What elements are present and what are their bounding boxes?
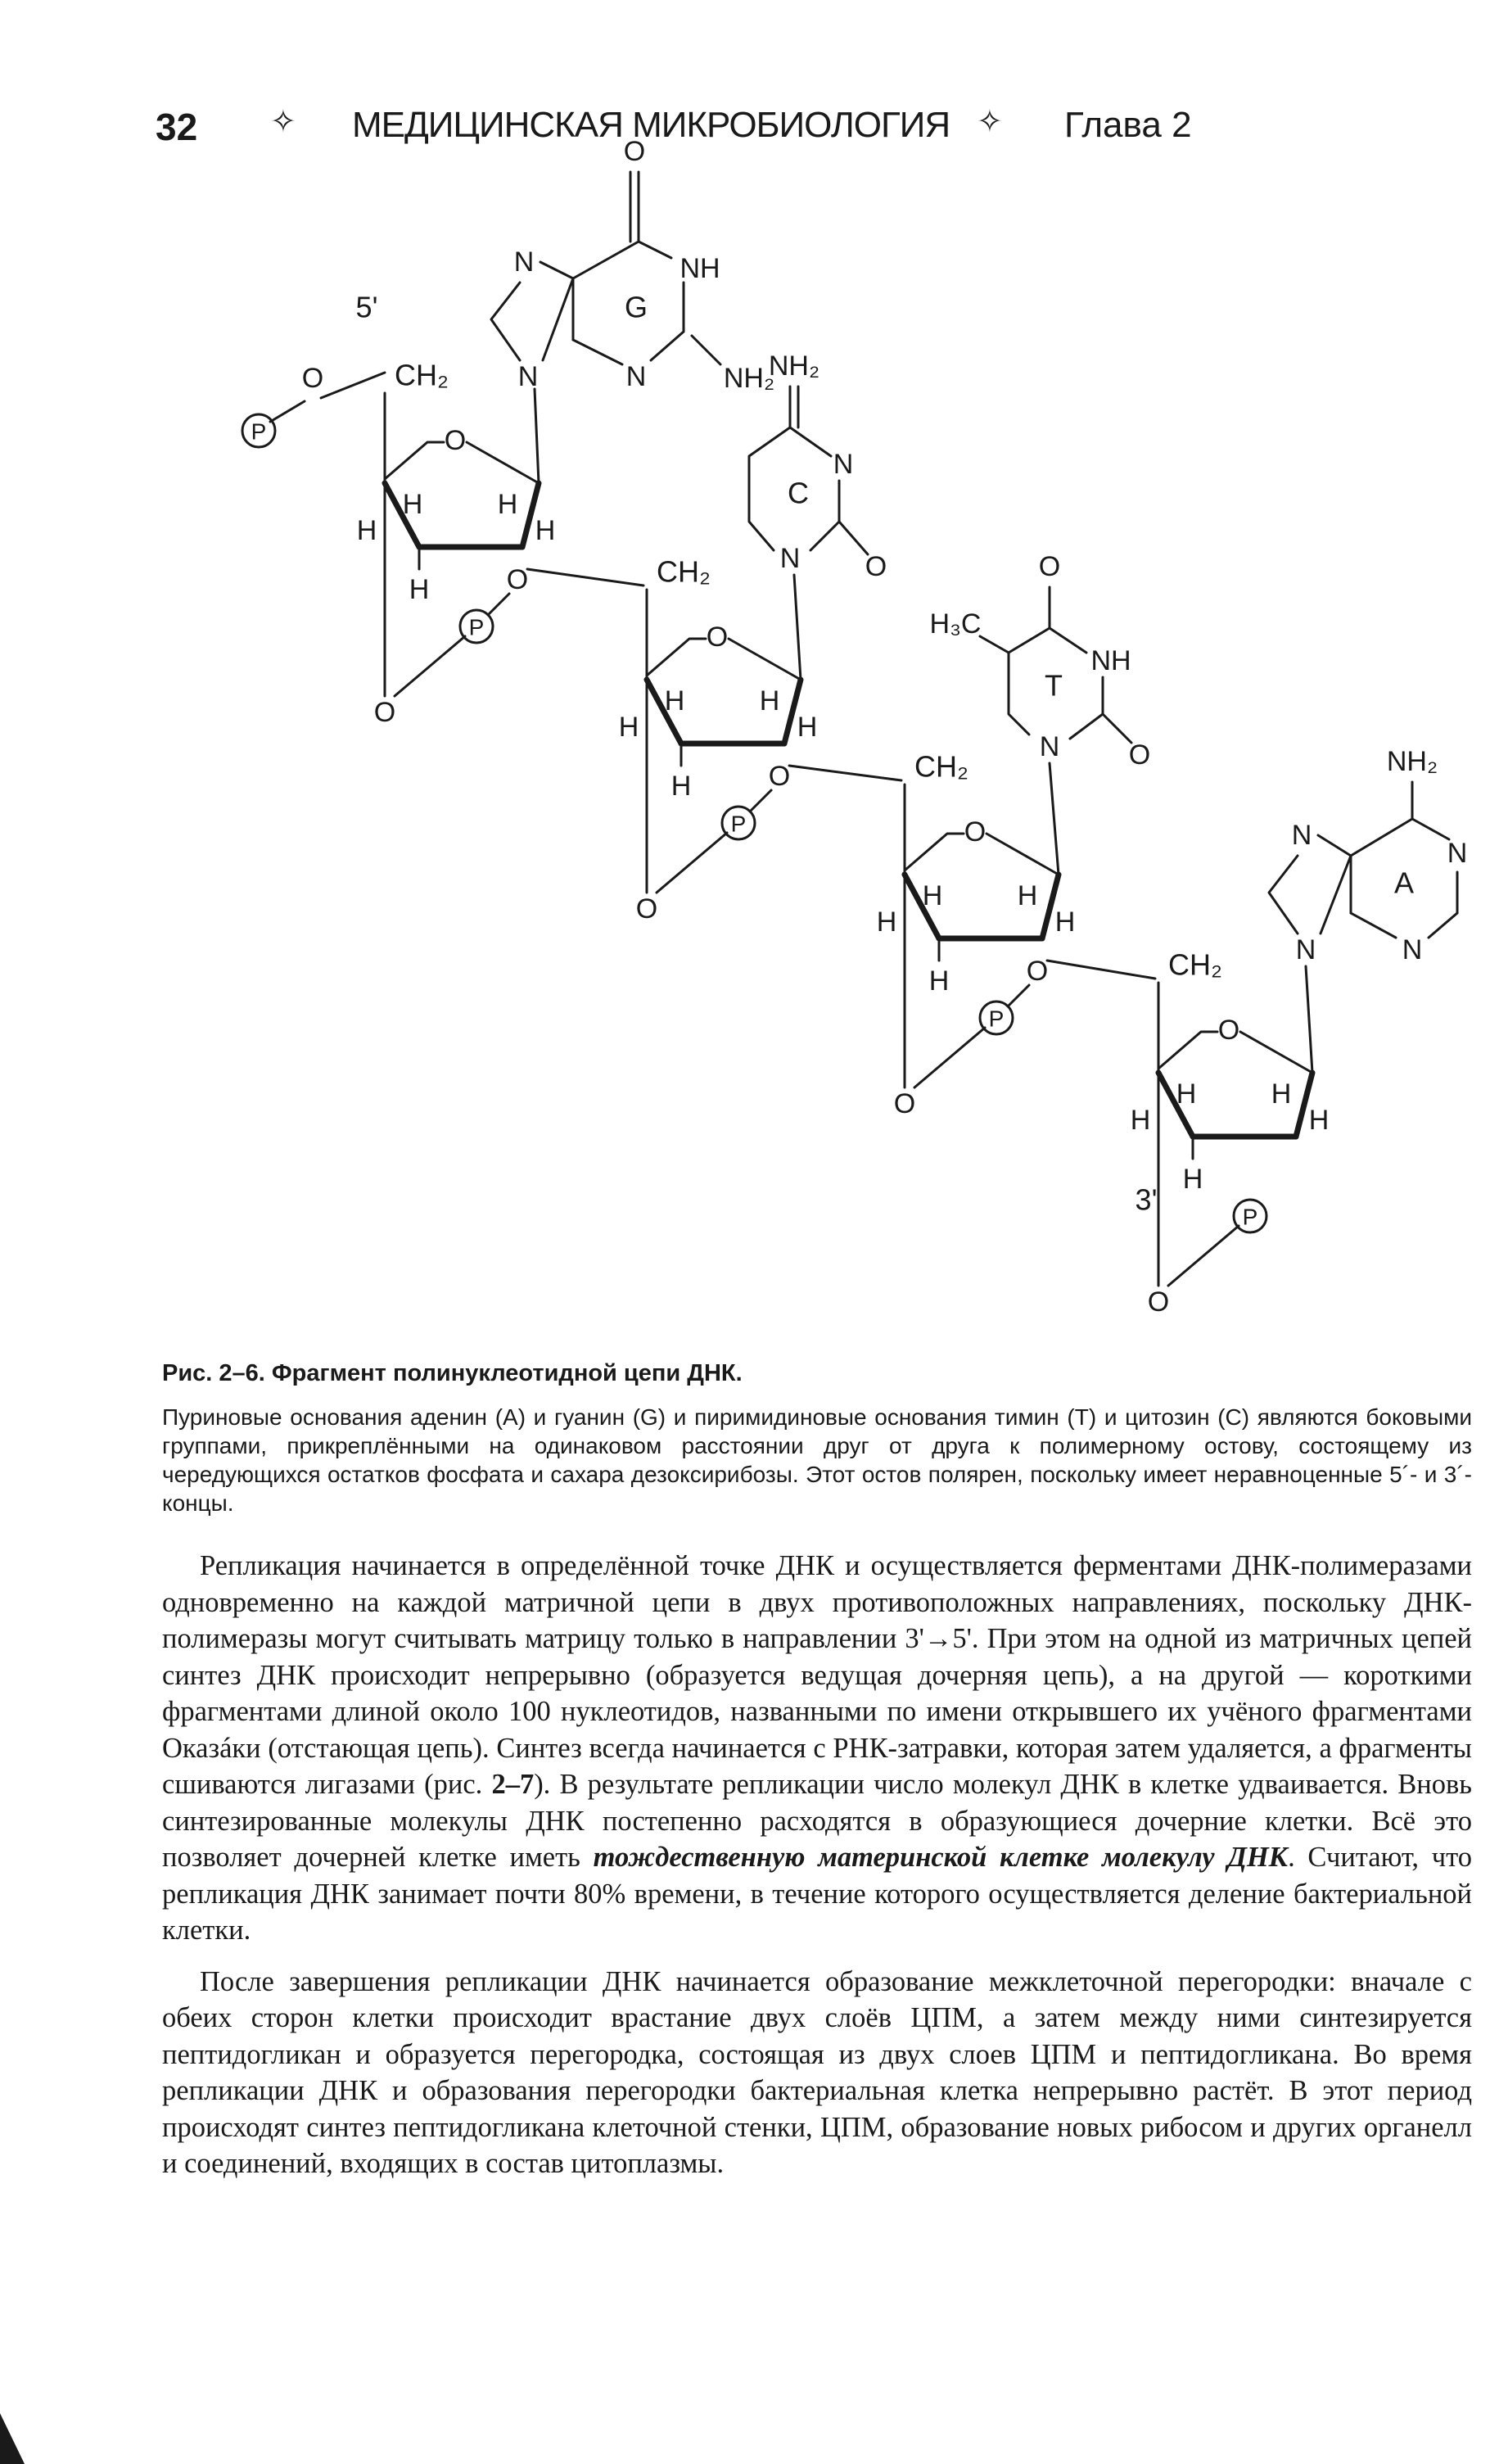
bond-line: [535, 389, 539, 483]
bond-line: [810, 522, 839, 550]
phosphate-label: P: [730, 811, 747, 837]
hydrogen-label: H: [497, 489, 518, 520]
nitrogen-label: N: [1402, 934, 1423, 965]
hydrogen-label: H: [409, 574, 430, 605]
nitrogen-label: N: [779, 543, 801, 574]
bond-line: [1351, 913, 1396, 938]
book-title: МЕДИЦИНСКАЯ МИКРОБИОЛОГИЯ: [352, 105, 950, 145]
nitrogen-label: N: [625, 361, 647, 392]
nitrogen-label: N: [833, 449, 854, 480]
page-number: 32: [156, 106, 198, 148]
nh2-label: NH₂: [768, 350, 820, 382]
hydrogen-label: H: [1017, 880, 1038, 911]
bond-line: [395, 636, 465, 696]
ch2-label: CH₂: [1168, 947, 1222, 982]
nh2-label: NH₂: [1386, 746, 1438, 777]
three-prime-label: 3': [1135, 1182, 1158, 1217]
oxygen-label: O: [1147, 1286, 1170, 1318]
bond-line: [1158, 1032, 1217, 1069]
bond-line: [651, 332, 684, 360]
paragraph: [162, 1548, 1472, 1949]
dna-chain-figure: [0, 136, 1499, 1359]
oxygen-label: O: [373, 697, 396, 728]
phosphate-label: P: [251, 418, 267, 445]
hydrogen-label: H: [535, 515, 556, 546]
nh-label: NH: [680, 253, 720, 284]
bond-line: [789, 766, 901, 780]
nitrogen-label: N: [1447, 838, 1468, 869]
bond-line: [1240, 1032, 1312, 1073]
bond-line: [749, 427, 790, 550]
ch2-label: CH₂: [657, 554, 711, 589]
phosphate-label: P: [468, 614, 485, 640]
nitrogen-label: N: [1295, 934, 1316, 965]
bond-line: [543, 278, 573, 360]
bond-line: [794, 575, 801, 680]
oxygen-label: O: [1026, 956, 1049, 987]
emphasis-text: тождественную материнской клетке молекулу ДНК: [593, 1842, 1289, 1873]
base-adenine-label: A: [1393, 866, 1415, 900]
bond-line: [573, 242, 639, 278]
bond-line: [639, 242, 671, 258]
hydrogen-label: H: [1182, 1164, 1203, 1195]
ring-oxygen: O: [1217, 1015, 1240, 1046]
oxygen-label: O: [623, 136, 646, 167]
nitrogen-label: N: [1039, 731, 1060, 762]
bond-line: [270, 401, 305, 422]
bond-line: [987, 834, 1059, 875]
bond-line: [1351, 819, 1412, 856]
bond-line: [839, 522, 868, 554]
hydrogen-label: H: [1130, 1105, 1151, 1136]
base-thymine-label: T: [1045, 668, 1063, 703]
nitrogen-label: N: [517, 361, 539, 392]
body-text: [162, 1548, 1472, 2197]
nh-label: NH: [1090, 645, 1131, 676]
bond-line: [980, 636, 1009, 653]
corner-mark: [0, 2413, 25, 2464]
bond-line: [790, 427, 831, 456]
nh2-label: NH₂: [723, 363, 775, 394]
caption-title: Рис. 2–6. Фрагмент полинуклеотидной цепи ДНК.: [162, 1360, 743, 1386]
hydrogen-label: H: [759, 685, 780, 717]
bond-line: [1047, 961, 1155, 979]
bond-line: [540, 262, 573, 278]
bond-line: [488, 594, 509, 615]
bond-line: [573, 340, 622, 364]
bond-line: [1429, 913, 1457, 938]
paragraph: [162, 1964, 1472, 2182]
bond-line: [321, 373, 385, 398]
oxygen-label: O: [865, 551, 887, 582]
oxygen-label: O: [635, 893, 658, 925]
oxygen-label: O: [893, 1088, 916, 1119]
hydrogen-label: H: [356, 515, 377, 546]
hydrogen-label: H: [664, 685, 685, 717]
hydrogen-label: H: [876, 906, 897, 938]
figure-caption: [162, 1359, 1472, 1517]
ring-oxygen: O: [706, 622, 729, 653]
bond-line: [692, 336, 720, 364]
oxygen-label: O: [506, 564, 529, 595]
paragraph-text: . Считают, что репликация ДНК занимает почти 80% времени, в течение которого осуществляется деление бактериальной клетки.: [162, 1842, 1472, 1946]
bond-line: [905, 834, 964, 870]
nitrogen-label: N: [513, 246, 535, 278]
paragraph-text: После завершения репликации ДНК начинается образование межклеточной перегородки: вначале с обеих сторон клетки происходит врастание двух слоёв ЦПМ, а затем между ними синтезируется пептидогликан и образуется перегородка, состоящая из двух слоев ЦПМ и пептидогликана. Во время репликации ДНК и образования перегородки бактериальная клетка непрерывно растёт. В этот период происходят синтез пептидогликана клеточной стенки, ЦПМ, образование новых рибосом и других органелл и соединений, входящих в состав цитоплазмы.: [162, 1965, 1472, 2179]
chapter-label: Глава 2: [1064, 105, 1192, 145]
h3c-label: H₃C: [929, 608, 982, 640]
bond-line: [729, 639, 801, 680]
diamond-icon: ✧: [270, 105, 296, 139]
bond-line: [1008, 985, 1029, 1006]
hydrogen-label: H: [402, 489, 423, 520]
figure-reference: 2–7: [491, 1769, 535, 1800]
bond-line: [527, 569, 643, 585]
bond-line: [1168, 1226, 1239, 1286]
base-guanine-label: G: [624, 290, 648, 324]
bond-line: [1269, 856, 1298, 934]
ring-oxygen: O: [964, 816, 987, 848]
bond-line: [1103, 714, 1131, 743]
phosphate-label: P: [1242, 1204, 1258, 1230]
oxygen-label: O: [1038, 551, 1061, 582]
hydrogen-label: H: [1308, 1105, 1330, 1136]
diamond-icon: ✧: [977, 105, 1003, 139]
bond-line: [657, 833, 727, 893]
bond-line: [1321, 856, 1351, 934]
phosphate-label: P: [988, 1006, 1005, 1032]
hydrogen-label: H: [922, 880, 943, 911]
page-header: [156, 97, 1220, 154]
bond-line: [750, 790, 771, 812]
paragraph-text: ). В результате репликации число молекул ДНК в клетке удваивается. Вновь синтезированные молекулы ДНК постепенно расходятся в образующиеся дочерние клетки. Всё это позволяет дочерней клетке иметь: [162, 1769, 1472, 1873]
bond-line: [647, 639, 706, 676]
hydrogen-label: H: [797, 712, 818, 743]
paragraph-text: Репликация начинается в определённой точке ДНК и осуществляется ферментами ДНК-полимеразами одновременно на каждой матричной цепи в двух противоположных направлениях, поскольку ДНК-полимеразы могут считывать матрицу только в направлении 3'→5'. При этом на одной из матричных цепей синтез ДНК происходит непрерывно (образуется ведущая дочерняя цепь), а на другой — короткими фрагментами длиной около 100 нуклеотидов, названными по имени открывшего их учёного фрагментами Оказáки (отстающая цепь). Синтез всегда начинается с РНК-затравки, которая затем удаляется, а фрагменты сшиваются лигазами (рис.: [162, 1550, 1472, 1800]
hydrogen-label: H: [1271, 1078, 1292, 1110]
hydrogen-label: H: [928, 965, 950, 997]
oxygen-label: O: [1128, 739, 1151, 771]
bond-line: [385, 442, 444, 479]
hydrogen-label: H: [1176, 1078, 1197, 1110]
bond-line: [1070, 714, 1103, 739]
hydrogen-label: H: [1054, 906, 1076, 938]
bond-line: [491, 283, 520, 360]
oxygen-label: O: [768, 761, 791, 792]
bond-line: [467, 442, 539, 483]
bond-line: [1050, 763, 1059, 875]
five-prime-label: 5': [355, 290, 378, 324]
caption-text: Пуриновые основания аденин (А) и гуанин (G) и пиримидиновые основания тимин (Т) и цитозин (С) являются боковыми группами, прикреплёнными на одинаковом расстоянии друг от друга к полимерному остову, состоящему из чередующихся остатков фосфата и сахара дезоксирибозы. Этот остов полярен, поскольку имеет неравноценные 5´- и 3´-концы.: [162, 1404, 1472, 1516]
hydrogen-label: H: [618, 712, 639, 743]
ch2-label: CH₂: [395, 358, 449, 392]
bond-line: [1318, 835, 1351, 856]
hydrogen-label: H: [670, 771, 692, 802]
oxygen-label: O: [301, 363, 324, 394]
bond-line: [1306, 966, 1312, 1073]
nitrogen-label: N: [1291, 820, 1312, 851]
ch2-label: CH₂: [914, 749, 968, 784]
bond-line: [914, 1028, 985, 1087]
ring-oxygen: O: [444, 425, 467, 456]
base-cytosine-label: C: [788, 476, 809, 510]
bond-line: [1412, 819, 1449, 839]
